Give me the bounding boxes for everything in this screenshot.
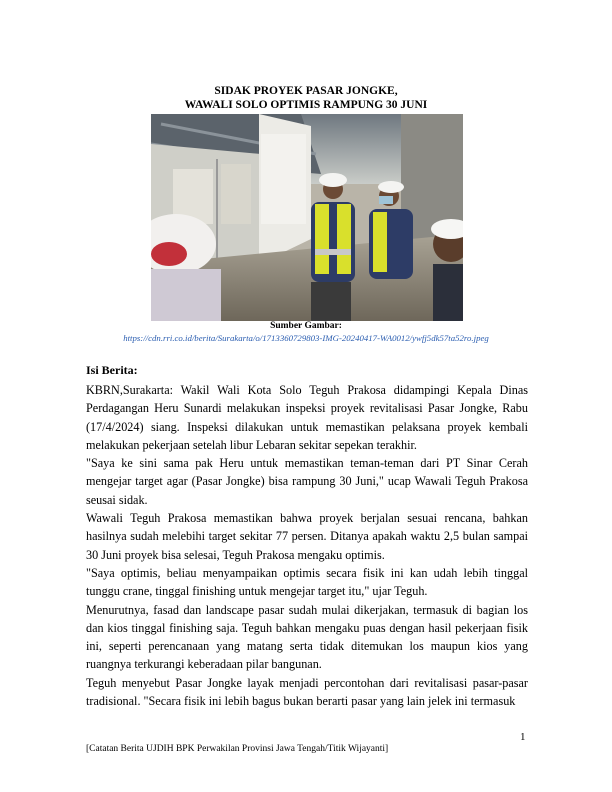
paragraph: KBRN,Surakarta: Wakil Wali Kota Solo Teguh Prakosa didampingi Kepala Dinas Perdagangan Heru Sunardi melakukan inspeksi proyek revitalisasi Pasar Jongke, Rabu (17/4/2024) siang. Inspeksi dilakukan untuk memastikan pelaksana proyek kembali melakukan pekerjaan setelah libur Lebaran sekitar sepekan terakhir. [86,383,528,452]
document-title [0,84,612,112]
page-number: 1 [520,731,526,743]
title-line-1: SIDAK PROYEK PASAR JONGKE, [214,85,398,97]
title-line-2: WAWALI SOLO OPTIMIS RAMPUNG 30 JUNI [184,99,428,111]
news-photo [151,114,463,321]
footer-note: [Catatan Berita UJDIH BPK Perwakilan Provinsi Jawa Tengah/Titik Wijayanti] [86,744,389,754]
image-caption-label: Sumber Gambar: [270,321,342,331]
paragraph: "Saya ke sini sama pak Heru untuk memastikan teman-teman dari PT Sinar Cerah mengejar target agar (Pasar Jongke) bisa rampung 30 Juni," ucap Wawali Teguh Prakosa seusai sidak. [86,456,528,507]
paragraph: Menurutnya, fasad dan landscape pasar sudah mulai dikerjakan, termasuk di bagian los dan kios tinggal finishing saja. Teguh bahkan mengaku puas dengan hasil pekerjaan fisik ini, seperti perencanaan yang matang serta tidak ditemukan los maupun kios yang ruangnya terkurangi keberadaan pilar bangunan. [86,602,528,672]
image-source-link[interactable]: https://cdn.rri.co.id/berita/Surakarta/o/1713360729803-IMG-20240417-WA0012/ywfj5dk57ta52ro.jpeg [123,333,489,343]
article-body [86,381,528,710]
paragraph: Teguh menyebut Pasar Jongke layak menjadi percontohan dari revitalisasi pasar-pasar tradisional. "Secara fisik ini lebih bagus bukan berarti pasar yang lain jelek ini termasuk [86,675,528,709]
section-label: Isi Berita: [86,363,138,377]
paragraph: Wawali Teguh Prakosa memastikan bahwa proyek berjalan sesuai rencana, bahkan hasilnya sudah melebihi target sekitar 77 persen. Ditanya apakah waktu 2,5 bulan sampai 30 Juni proyek bisa selesai, Teguh Prakosa mengaku optimis. [86,511,528,562]
paragraph: "Saya optimis, beliau menyampaikan optimis secara fisik ini kan udah lebih tinggal tunggu crane, tinggal finishing untuk mengejar target itu," ujar Teguh. [86,565,528,599]
